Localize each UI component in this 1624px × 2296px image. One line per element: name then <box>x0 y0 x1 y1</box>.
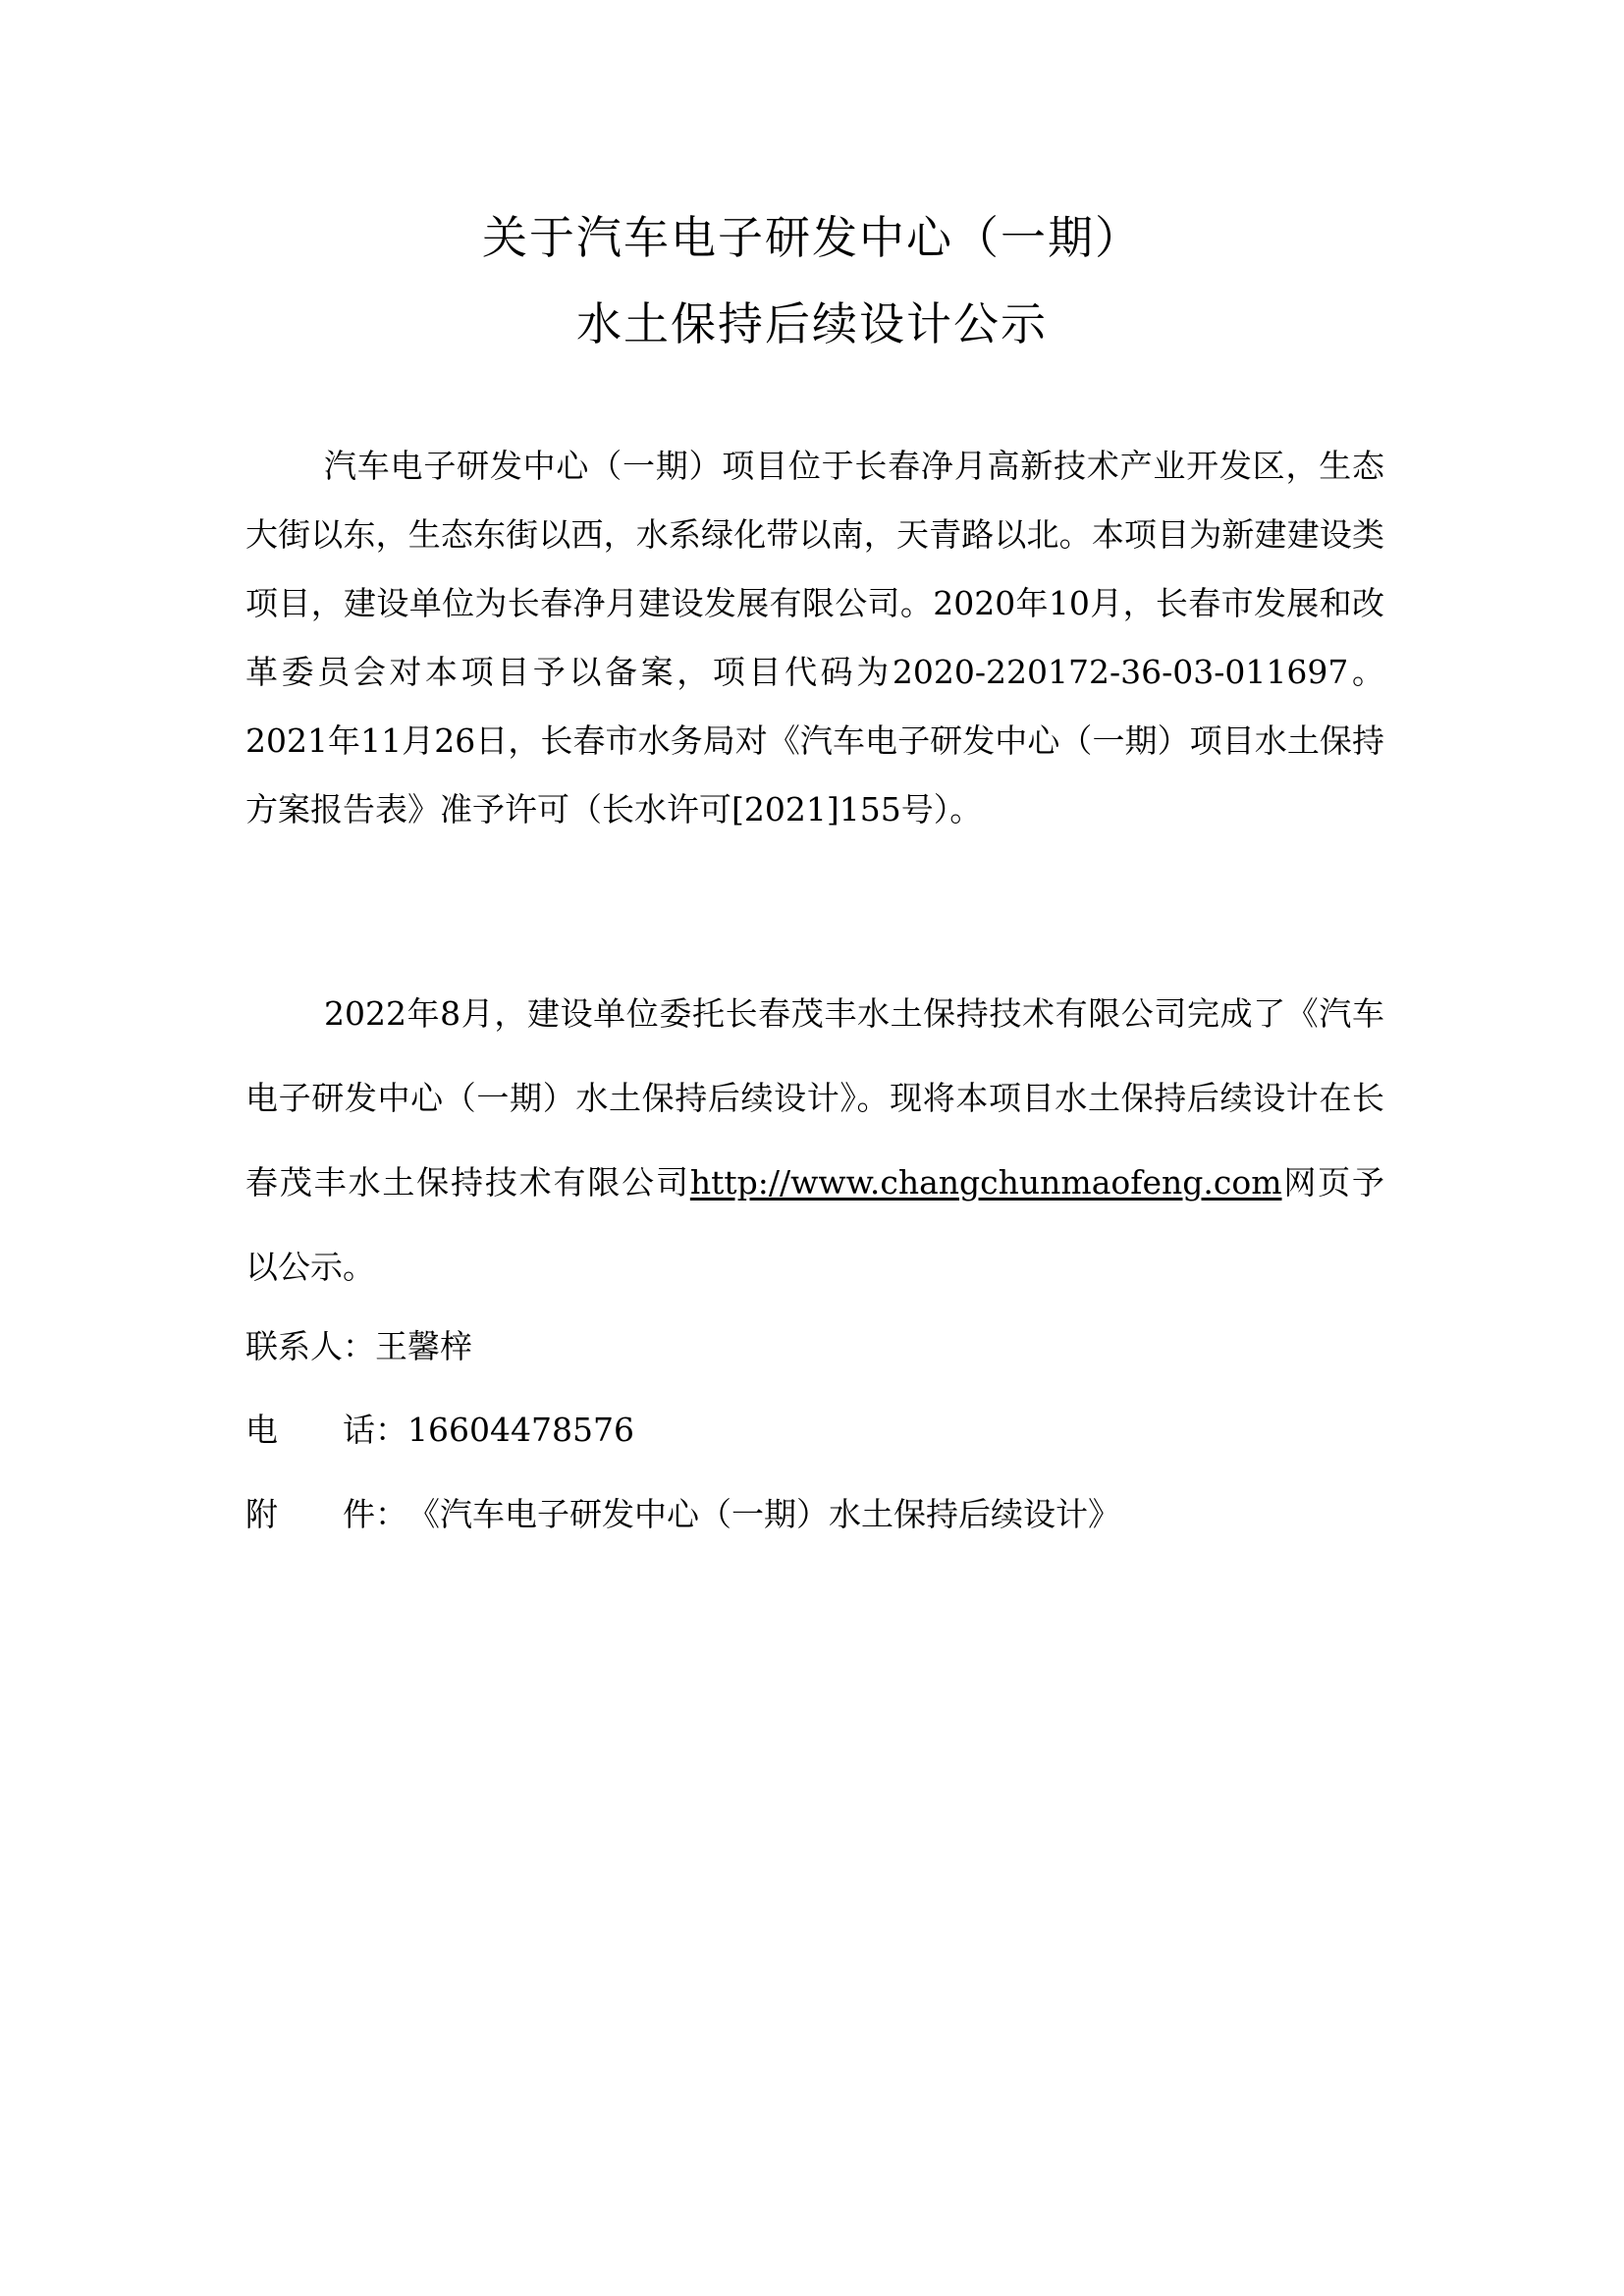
attachment-value: 《汽车电子研发中心（一期）水土保持后续设计》 <box>407 1495 1120 1533</box>
attachment-label-first: 附 <box>245 1495 278 1533</box>
attachment-label <box>245 1490 407 1539</box>
page-title-line-2: 水土保持后续设计公示 <box>576 297 1048 350</box>
website-link[interactable]: http://www.changchunmaofeng.com <box>689 1163 1282 1201</box>
page-title-line-1: 关于汽车电子研发中心（一期） <box>482 211 1142 264</box>
phone-value: 16604478576 <box>407 1411 634 1449</box>
paragraph-publicity <box>245 972 1384 1309</box>
contact-phone-line <box>245 1406 1384 1455</box>
phone-label-first: 电 <box>245 1411 278 1449</box>
attachment-line <box>245 1490 1384 1539</box>
paragraph-publicity-text: 2022年8月，建设单位委托长春茂丰水土保持技术有限公司完成了《汽车电子研发中心（一期）水土保持后续设计》。现将本项目水土保持后续设计在长春茂丰水土保持技术有限公司 <box>245 994 1384 1201</box>
paragraph-publicity-tail: 网页予以公示。 <box>245 1163 1385 1286</box>
phone-label-second: 话： <box>343 1411 407 1449</box>
contact-person-value: 王馨梓 <box>375 1327 472 1365</box>
contact-person-line <box>245 1322 1384 1371</box>
phone-label <box>245 1406 407 1455</box>
contact-person-label: 联系人： <box>245 1327 375 1365</box>
paragraph-project-info: 汽车电子研发中心（一期）项目位于长春净月高新技术产业开发区，生态大街以东，生态东街以西，水系绿化带以南，天青路以北。本项目为新建建设类项目，建设单位为长春净月建设发展有限公司。2020年10月，长春市发展和改革委员会对本项目予以备案，项目代码为2020-220172-36-03-011697。2021年11月26日，长春市水务局对《汽车电子研发中心（一期）项目水土保持方案报告表》准予许可（长水许可[2021]155号）。 <box>245 447 1384 828</box>
attachment-label-second: 件： <box>343 1495 407 1533</box>
